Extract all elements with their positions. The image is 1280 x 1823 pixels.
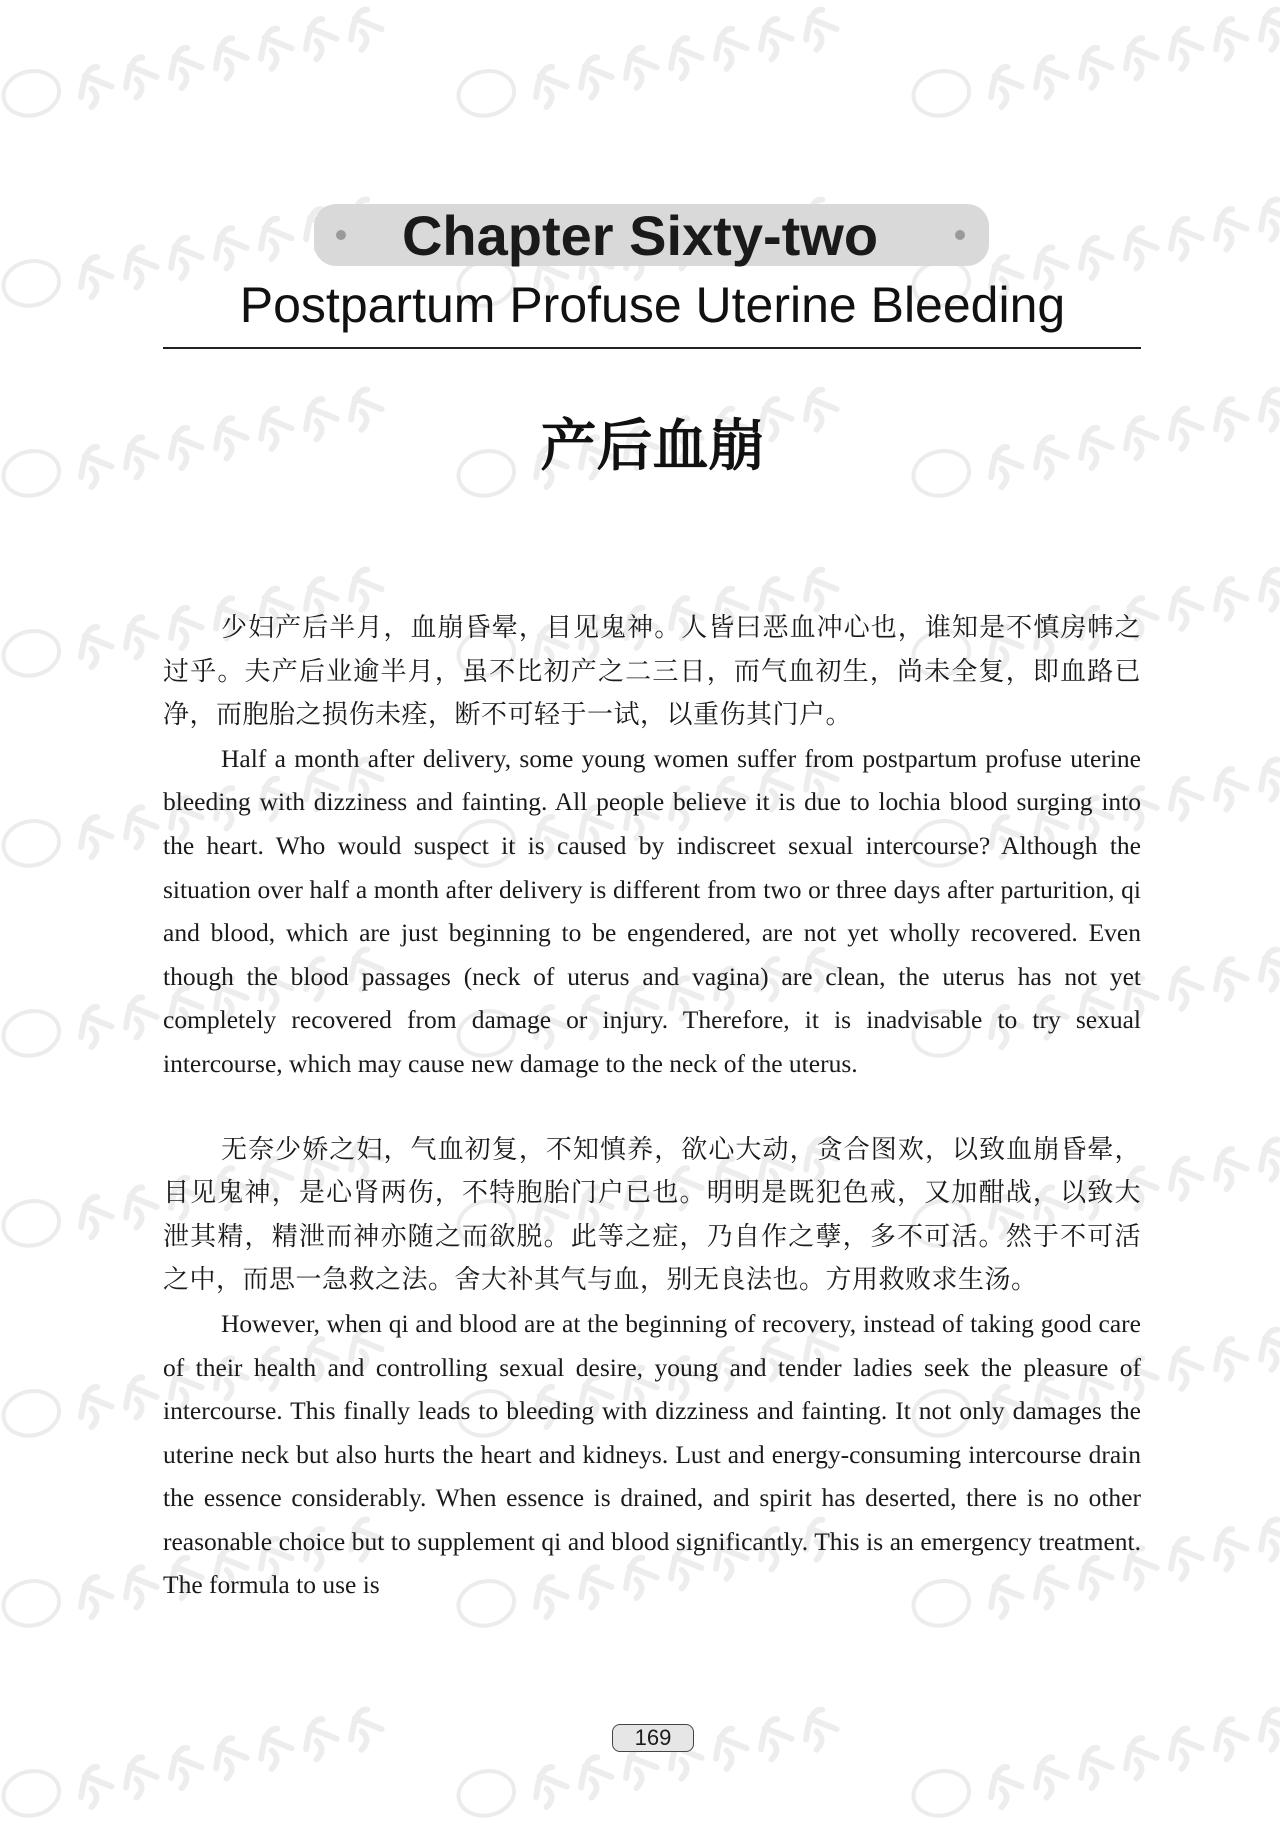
- watermark-stroke: [76, 815, 115, 859]
- watermark-stroke: [1076, 1745, 1115, 1789]
- publisher-logo-icon: [0, 816, 63, 871]
- watermark-stroke: [1256, 567, 1280, 611]
- watermark-stroke: [76, 1195, 115, 1239]
- watermark-stroke: [1256, 1517, 1280, 1561]
- watermark-stroke: [1211, 577, 1250, 621]
- publisher-logo-icon: [0, 66, 63, 121]
- watermark-stroke: [1166, 1346, 1205, 1390]
- publisher-logo-icon: [0, 1006, 63, 1061]
- publisher-logo-icon: [454, 1766, 518, 1821]
- watermark-stroke: [1211, 767, 1250, 811]
- publisher-logo-icon: [0, 1766, 63, 1821]
- watermark-stroke: [76, 1575, 115, 1619]
- watermark-stroke: [756, 17, 795, 61]
- watermark-stroke: [801, 7, 840, 51]
- watermark-stroke: [211, 36, 250, 80]
- watermark-stroke: [1121, 1736, 1160, 1780]
- watermark-stroke: [1166, 26, 1205, 70]
- chinese-title: 产后血崩: [540, 414, 765, 479]
- watermark-stroke: [711, 26, 750, 70]
- chapter-number: Chapter Sixty-two: [401, 204, 879, 267]
- watermark-stroke: [1256, 757, 1280, 801]
- watermark: [0, 1698, 385, 1823]
- watermark-stroke: [1256, 1707, 1280, 1751]
- watermark-stroke: [121, 1565, 160, 1609]
- publisher-logo-icon: [0, 626, 63, 681]
- watermark-stroke: [531, 65, 570, 109]
- watermark-stroke: [621, 45, 660, 89]
- title-divider: [163, 347, 1141, 349]
- watermark: [909, 1698, 1280, 1823]
- watermark: [0, 0, 385, 125]
- watermark-stroke: [76, 1765, 115, 1809]
- paragraph-english: Half a month after delivery, some young women suffer from postpartum profuse uterine bleeding with dizziness and fainting. All people believe it is due to lochia blood surging into the heart. Who would suspect it is caused by indiscreet sexual intercourse? Although the situation over half a month after delivery is different from two or three days after parturition, qi and blood, which are just beginning to be engendered, are not yet wholly recovered. Even though the blood passages (neck of uterus and vagina) are clean, the uterus has not yet completely recovered from damage or injury. Therefore, it is inadvisable to try sexual intercourse, which may cause new damage to the neck of the uterus.: [163, 743, 1141, 1078]
- watermark-stroke: [121, 55, 160, 99]
- watermark-stroke: [1211, 1717, 1250, 1761]
- watermark-stroke: [1211, 957, 1250, 1001]
- watermark-stroke: [256, 26, 295, 70]
- publisher-logo-icon: [0, 1196, 63, 1251]
- publisher-logo-icon: [454, 66, 518, 121]
- watermark-stroke: [1211, 1147, 1250, 1191]
- watermark-stroke: [1031, 55, 1070, 99]
- watermark-stroke: [666, 36, 705, 80]
- watermark-stroke: [121, 615, 160, 659]
- watermark-stroke: [621, 1745, 660, 1789]
- publisher-logo-icon: [0, 1576, 63, 1631]
- publisher-logo-icon: [909, 66, 973, 121]
- watermark-stroke: [1121, 36, 1160, 80]
- watermark-stroke: [76, 1005, 115, 1049]
- watermark-stroke: [121, 1375, 160, 1419]
- watermark-stroke: [1256, 1327, 1280, 1371]
- watermark-stroke: [986, 1765, 1025, 1809]
- watermark-stroke: [1211, 1527, 1250, 1571]
- watermark: [454, 0, 840, 125]
- watermark-stroke: [1166, 1536, 1205, 1580]
- watermark-stroke: [121, 1185, 160, 1229]
- publisher-logo-icon: [909, 1766, 973, 1821]
- watermark-stroke: [166, 45, 205, 89]
- watermark-stroke: [76, 625, 115, 669]
- watermark-stroke: [1256, 1137, 1280, 1181]
- watermark-stroke: [1256, 947, 1280, 991]
- watermark-stroke: [756, 1717, 795, 1761]
- watermark: [909, 0, 1280, 125]
- watermark-stroke: [76, 1385, 115, 1429]
- page-number: 169: [612, 1724, 694, 1752]
- watermark-stroke: [986, 65, 1025, 109]
- watermark-stroke: [1031, 1755, 1070, 1799]
- publisher-logo-icon: [0, 1386, 63, 1441]
- watermark-stroke: [1076, 45, 1115, 89]
- watermark-stroke: [531, 1765, 570, 1809]
- watermark-stroke: [801, 567, 840, 611]
- watermark-stroke: [1166, 966, 1205, 1010]
- watermark-stroke: [121, 805, 160, 849]
- chapter-title: Postpartum Profuse Uterine Bleeding: [239, 277, 1066, 333]
- watermark-stroke: [346, 1707, 385, 1751]
- watermark-stroke: [1211, 1337, 1250, 1381]
- watermark-stroke: [76, 65, 115, 109]
- watermark-stroke: [1166, 1156, 1205, 1200]
- watermark-stroke: [801, 1707, 840, 1751]
- watermark-stroke: [576, 55, 615, 99]
- watermark-stroke: [1256, 7, 1280, 51]
- body-text: [163, 606, 1141, 1607]
- watermark-stroke: [121, 1755, 160, 1799]
- watermark-stroke: [346, 7, 385, 51]
- watermark-stroke: [1211, 17, 1250, 61]
- watermark-stroke: [121, 995, 160, 1039]
- watermark-stroke: [166, 1745, 205, 1789]
- watermark-stroke: [301, 1717, 340, 1761]
- paragraph-chinese: 少妇产后半月，血崩昏晕，目见鬼神。人皆曰恶血冲心也，谁知是不慎房帏之过乎。夫产后业逾半月，虽不比初产之二三日，而气血初生，尚未全复，即血路已净，而胞胎之损伤未痊，断不可轻于一试，以重伤其门户。: [163, 613, 1141, 730]
- watermark-stroke: [576, 1755, 615, 1799]
- watermark: [454, 1698, 840, 1823]
- watermark-stroke: [1166, 586, 1205, 630]
- watermark-stroke: [301, 17, 340, 61]
- watermark-stroke: [211, 1736, 250, 1780]
- watermark-stroke: [711, 1726, 750, 1770]
- watermark-stroke: [346, 567, 385, 611]
- paragraph-english: However, when qi and blood are at the beginning of recovery, instead of taking good care of their health and controlling sexual desire, young and tender ladies seek the pleasure of intercourse. This finally leads to bleeding with dizziness and fainting. It not only damages the uterine neck but also hurts the heart and kidneys. Lust and energy-consuming intercourse drain the essence considerably. When essence is drained, and spirit has deserted, there is no other reasonable choice but to supplement qi and blood significantly. This is an emergency treatment. The formula to use is: [163, 1308, 1141, 1600]
- paragraph-chinese: 无奈少娇之妇，气血初复，不知慎养，欲心大动，贪合图欢，以致血崩昏晕，目见鬼神，是心肾两伤，不特胞胎门户已也。明明是既犯色戒，又加酣战，以致大泄其精，精泄而神亦随之而欲脱。此等之症，乃自作之孽，多不可活。然于不可活之中，而思一急救之法。舍大补其气与血，别无良法也。方用救败求生汤。: [163, 1134, 1141, 1295]
- watermark-stroke: [1166, 776, 1205, 820]
- watermark-stroke: [256, 1726, 295, 1770]
- watermark-stroke: [1166, 1726, 1205, 1770]
